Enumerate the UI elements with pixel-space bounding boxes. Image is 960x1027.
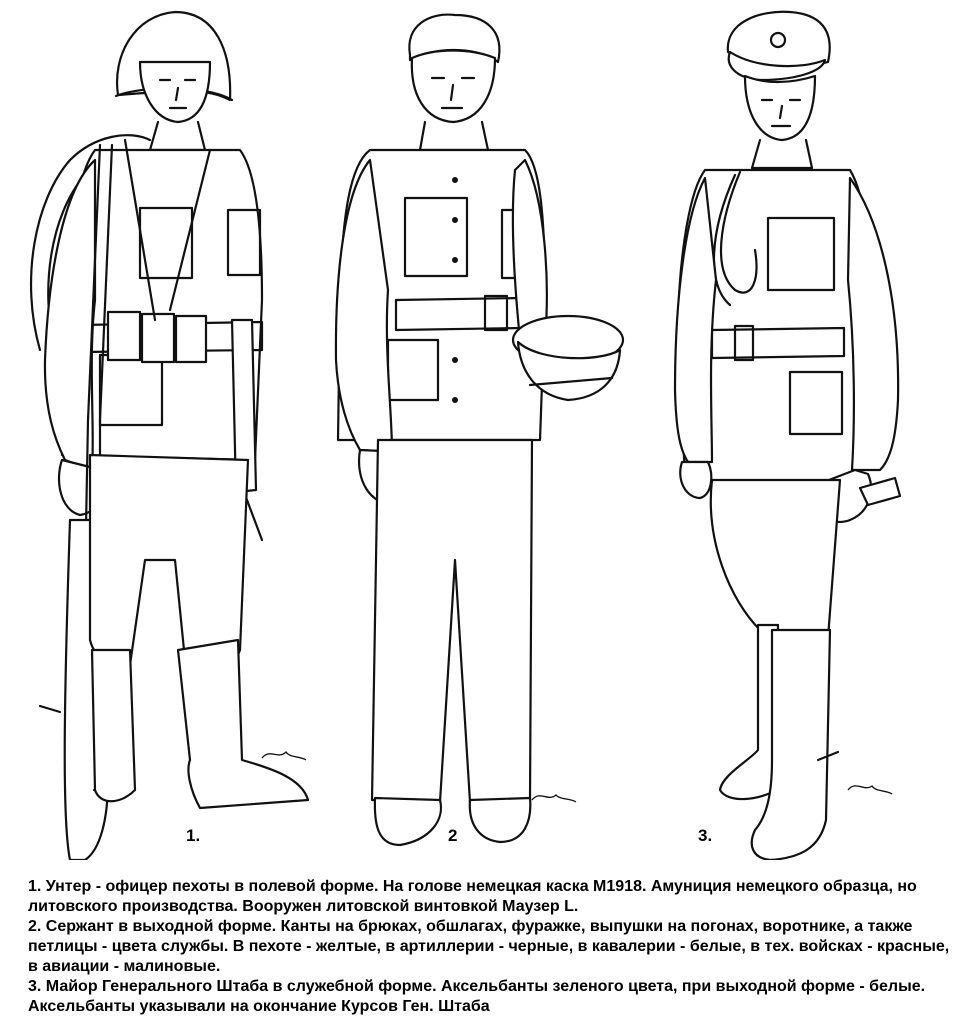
figure-number-2: 2	[448, 826, 458, 845]
figure-3-drawing	[675, 12, 900, 860]
figure-number-1: 1.	[186, 826, 201, 845]
caption-paragraph-1: 1. Унтер - офицер пехоты в полевой форме. На голове немецкая каска М1918. Амуниция немецкого образца, но литовского производства. Вооружен литовской винтовкой Маузер L.	[28, 878, 917, 915]
figure-2-drawing	[336, 15, 623, 845]
caption-paragraph-3: 3. Майор Генерального Штаба в служебной форме. Аксельбанты зеленого цвета, при выходной форме - белые. Аксельбанты указывали на окончание Курсов Ген. Штаба	[28, 978, 926, 1015]
figure-1-drawing	[31, 12, 308, 860]
caption-text	[28, 877, 958, 1017]
caption-paragraph-2: 2. Сержант в выходной форме. Канты на брюках, обшлагах, фуражке, выпушки на погонах, воротнике, а также петлицы - цвета службы. В пехоте - желтые, в артиллерии - черные, в кавалерии - белые, в тех. войсках - красные, в авиации - малиновые.	[28, 918, 950, 975]
figure-number-3: 3.	[698, 826, 713, 845]
